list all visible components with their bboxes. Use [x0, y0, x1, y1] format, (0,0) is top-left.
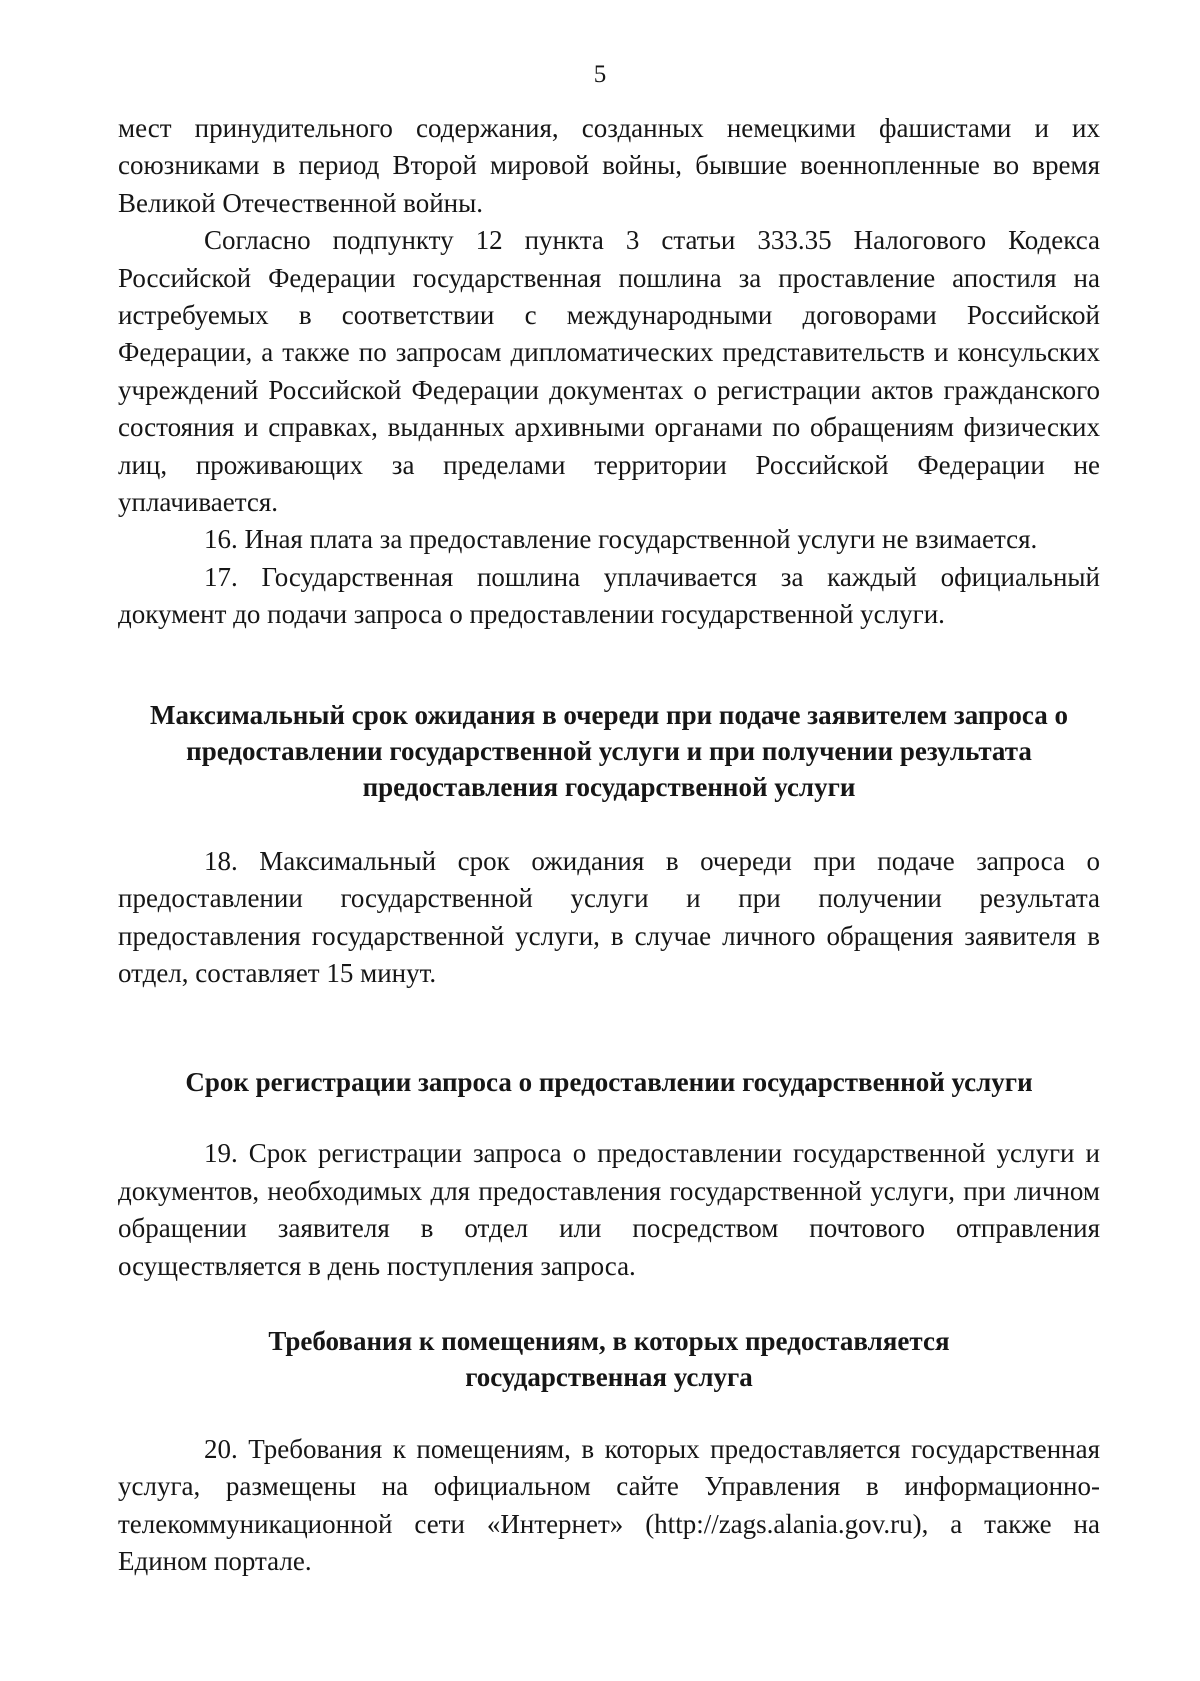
paragraph-17: 17. Государственная пошлина уплачивается за каждый официальный документ до подачи запроса о предоставлении государственной услуги.: [118, 561, 1100, 630]
heading-line: государственная услуга: [465, 1361, 753, 1392]
paragraph-19: 19. Срок регистрации запроса о предоставлении государственной услуги и документов, необходимых для предоставления государственной услуги, при личном обращении заявителя в отдел или посредством почтового отправления осуществляется в день поступления запроса.: [118, 1138, 1100, 1281]
paragraph-20: 20. Требования к помещениям, в которых предоставляется государственная услуга, размещены на официальном сайте Управления в информационно-телекоммуникационной сети «Интернет» (http://zags.alania.gov.ru), а также на Едином портале.: [118, 1433, 1100, 1577]
paragraph-18: 18. Максимальный срок ожидания в очереди при подаче запроса о предоставлении государственной услуги и при получении результата предоставления государственной услуги, в случае личного обращения заявителя в отдел, составляет 15 минут.: [118, 845, 1100, 988]
heading-registration-term: Срок регистрации запроса о предоставлении государственной услуги: [185, 1067, 1033, 1098]
paragraph-continuation: мест принудительного содержания, созданных немецкими фашистами и их союзниками в период Второй мировой войны, бывшие военнопленные во время Великой Отечественной войны.: [118, 113, 1100, 218]
heading-line: Требования к помещениям, в которых предоставляется: [268, 1325, 950, 1356]
page-number: 5: [593, 61, 607, 88]
heading-max-wait-time: [118, 697, 1100, 805]
heading-line: предоставления государственной услуги: [362, 771, 856, 802]
paragraph-tax-code: Согласно подпункту 12 пункта 3 статьи 333.35 Налогового Кодекса Российской Федерации государственная пошлина за проставление апостиля на истребуемых в соответствии с международными договорами Российской Федерации, а также по запросам дипломатических представительств и консульских учреждений Российской Федерации документах о регистрации актов гражданского состояния и справках, выданных архивными органами по обращениям физических лиц, проживающих за пределами территории Российской Федерации не уплачивается.: [118, 225, 1100, 518]
paragraph-16: 16. Иная плата за предоставление государственной услуги не взимается.: [204, 524, 1038, 555]
document-body: [118, 110, 1100, 1581]
heading-premises-requirements: [118, 1323, 1100, 1395]
heading-line: предоставлении государственной услуги и при получении результата: [186, 735, 1032, 766]
heading-line: Максимальный срок ожидания в очереди при подаче заявителем запроса о: [149, 699, 1068, 730]
